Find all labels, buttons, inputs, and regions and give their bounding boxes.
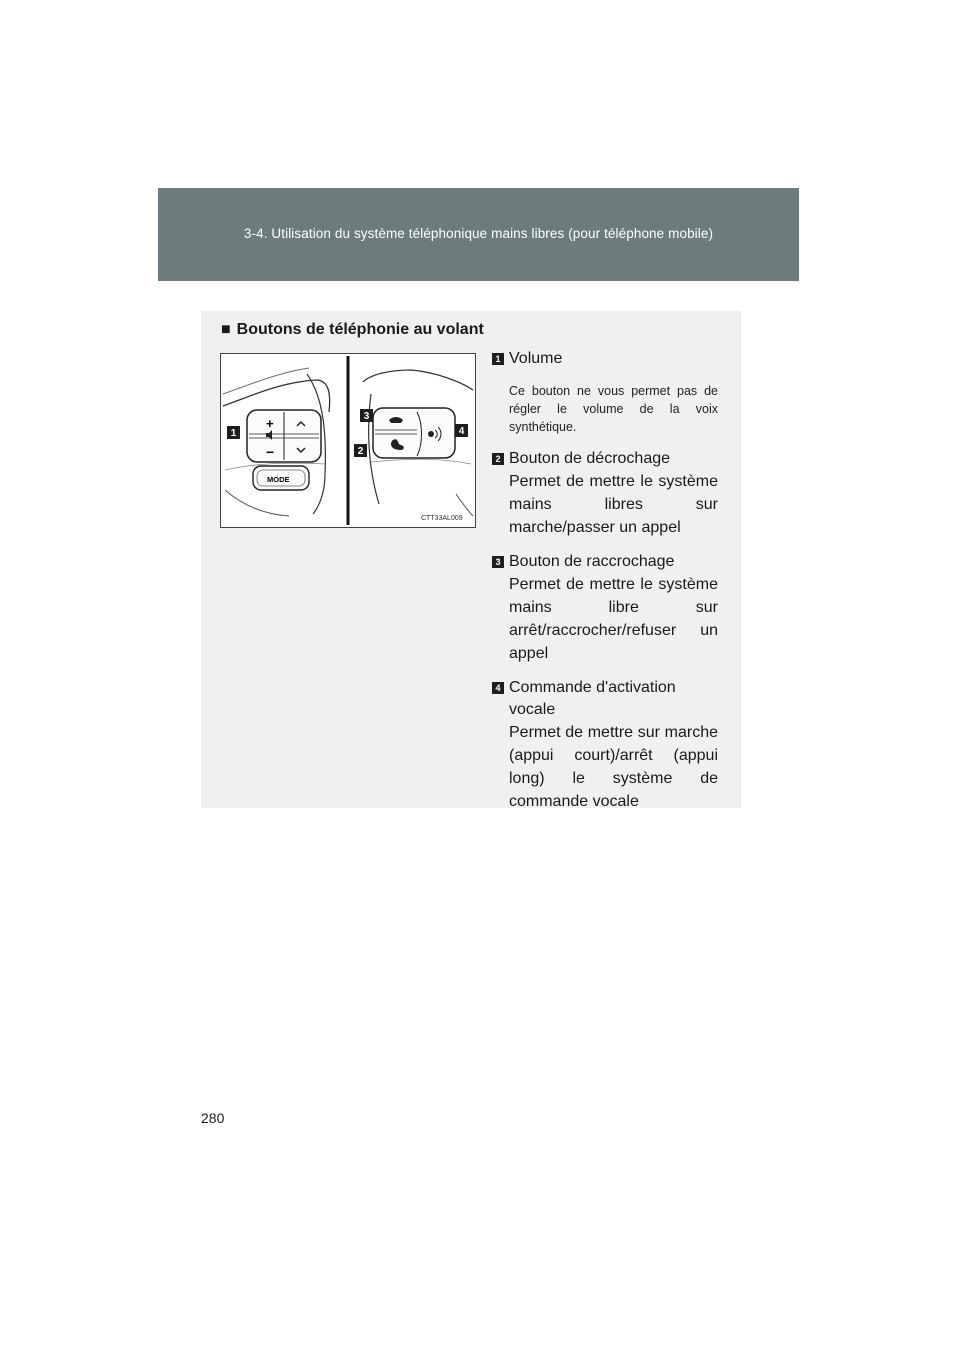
- list-item: [458, 348, 718, 437]
- item-description: Permet de mettre sur marche (appui court)/arrêt (appui long) le système de commande vocale: [509, 724, 718, 810]
- list-item: [461, 677, 718, 813]
- page-number: 280: [201, 1110, 225, 1126]
- callout-3: [360, 409, 373, 422]
- item-note: Ce bouton ne vous permet pas de régler le volume de la voix synthétique.: [509, 384, 718, 434]
- callout-2: [354, 444, 367, 457]
- svg-text:2: 2: [357, 446, 364, 457]
- button-description-list: [458, 348, 718, 825]
- callout-1: [227, 426, 240, 439]
- svg-text:4: 4: [458, 426, 465, 437]
- item-number-badge: 4: [492, 682, 504, 694]
- minus-icon: −: [266, 444, 275, 460]
- item-title: Commande d'activation vocale: [509, 679, 676, 718]
- chapter-title: 3-4. Utilisation du système téléphonique mains libres (pour téléphone mobile): [243, 226, 714, 241]
- item-description: Permet de mettre le système mains libre sur arrêt/raccrocher/refuser un appel: [509, 576, 718, 662]
- steering-wheel-illustration: [220, 353, 476, 528]
- plus-icon: +: [266, 416, 274, 431]
- figure-code: CTT33AL009: [421, 515, 463, 522]
- item-title: Bouton de décrochage: [509, 450, 671, 467]
- item-number-badge: 1: [492, 353, 504, 365]
- item-number-badge: 2: [492, 453, 504, 465]
- item-title: Volume: [509, 350, 563, 367]
- section-title: Boutons de téléphonie au volant: [236, 321, 484, 338]
- item-title: Bouton de raccrochage: [509, 553, 675, 570]
- content-panel: [201, 311, 741, 808]
- voice-command-icon: [428, 431, 434, 437]
- mode-label: MODE: [267, 475, 290, 484]
- square-bullet-icon: ■: [221, 321, 231, 338]
- item-description: Permet de mettre le système mains libres sur marche/passer un appel: [509, 473, 718, 536]
- section-heading: [221, 321, 484, 339]
- svg-text:3: 3: [363, 411, 370, 422]
- list-item: [461, 551, 718, 665]
- chapter-header: [158, 188, 799, 281]
- steering-wheel-drawing: [221, 354, 475, 527]
- svg-text:1: 1: [230, 428, 237, 439]
- item-number-badge: 3: [492, 556, 504, 568]
- list-item: [461, 448, 718, 539]
